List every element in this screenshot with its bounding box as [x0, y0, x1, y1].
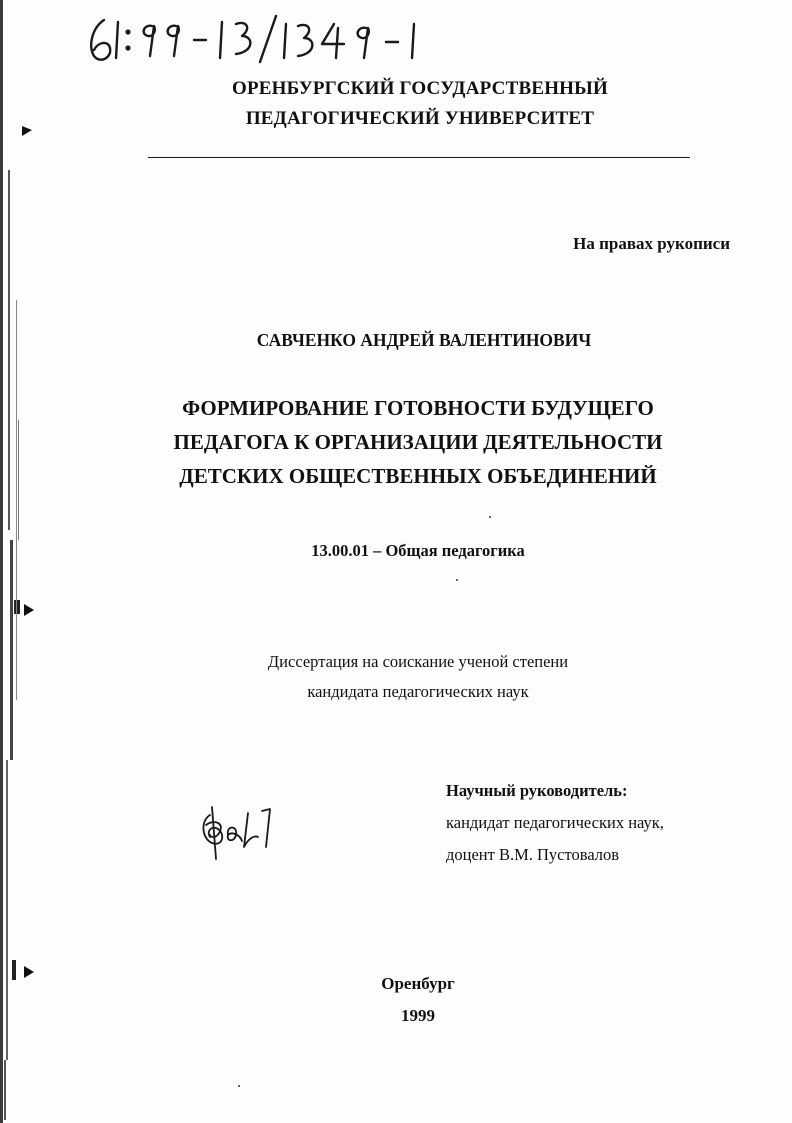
degree-line-2: кандидата педагогических наук: [307, 682, 529, 701]
year: 1999: [401, 1006, 435, 1025]
dissertation-title: [0, 391, 792, 493]
supervisor-degree: кандидат педагогических наук,: [446, 813, 664, 832]
supervisor-name: доцент В.М. Пустовалов: [446, 845, 620, 864]
author-name: [0, 330, 792, 351]
university-line-2: ПЕДАГОГИЧЕСКИЙ УНИВЕРСИТЕТ: [245, 108, 595, 129]
scan-speck: [238, 1085, 240, 1087]
handwritten-archive-number: [82, 6, 462, 66]
scan-edge-artifact: [0, 0, 40, 1123]
specialty-text: 13.00.01 – Общая педагогика: [311, 541, 525, 560]
specialty-code: [0, 541, 792, 561]
manuscript-rights-note: На правах рукописи: [573, 234, 730, 253]
degree-line-1: Диссертация на соискание ученой степени: [267, 652, 569, 671]
title-line-1: ФОРМИРОВАНИЕ ГОТОВНОСТИ БУДУЩЕГО: [182, 396, 654, 420]
author-name-text: САВЧЕНКО АНДРЕЙ ВАЛЕНТИНОВИЧ: [256, 330, 592, 350]
title-line-3: ДЕТСКИХ ОБЩЕСТВЕННЫХ ОБЪЕДИНЕНИЙ: [179, 464, 657, 488]
dissertation-degree: [0, 647, 792, 707]
university-line-1: ОРЕНБУРГСКИЙ ГОСУДАРСТВЕННЫЙ: [231, 78, 608, 99]
header-divider: [148, 157, 690, 158]
handwritten-signature: [196, 795, 286, 865]
scan-speck: [456, 579, 458, 581]
supervisor-block: [446, 775, 664, 871]
university-name: [0, 74, 792, 134]
city: Оренбург: [381, 974, 455, 993]
title-line-2: ПЕДАГОГА К ОРГАНИЗАЦИИ ДЕЯТЕЛЬНОСТИ: [173, 430, 663, 454]
scan-speck: [489, 516, 491, 518]
publication-place-year: [0, 968, 792, 1032]
supervisor-heading: Научный руководитель:: [446, 781, 628, 800]
